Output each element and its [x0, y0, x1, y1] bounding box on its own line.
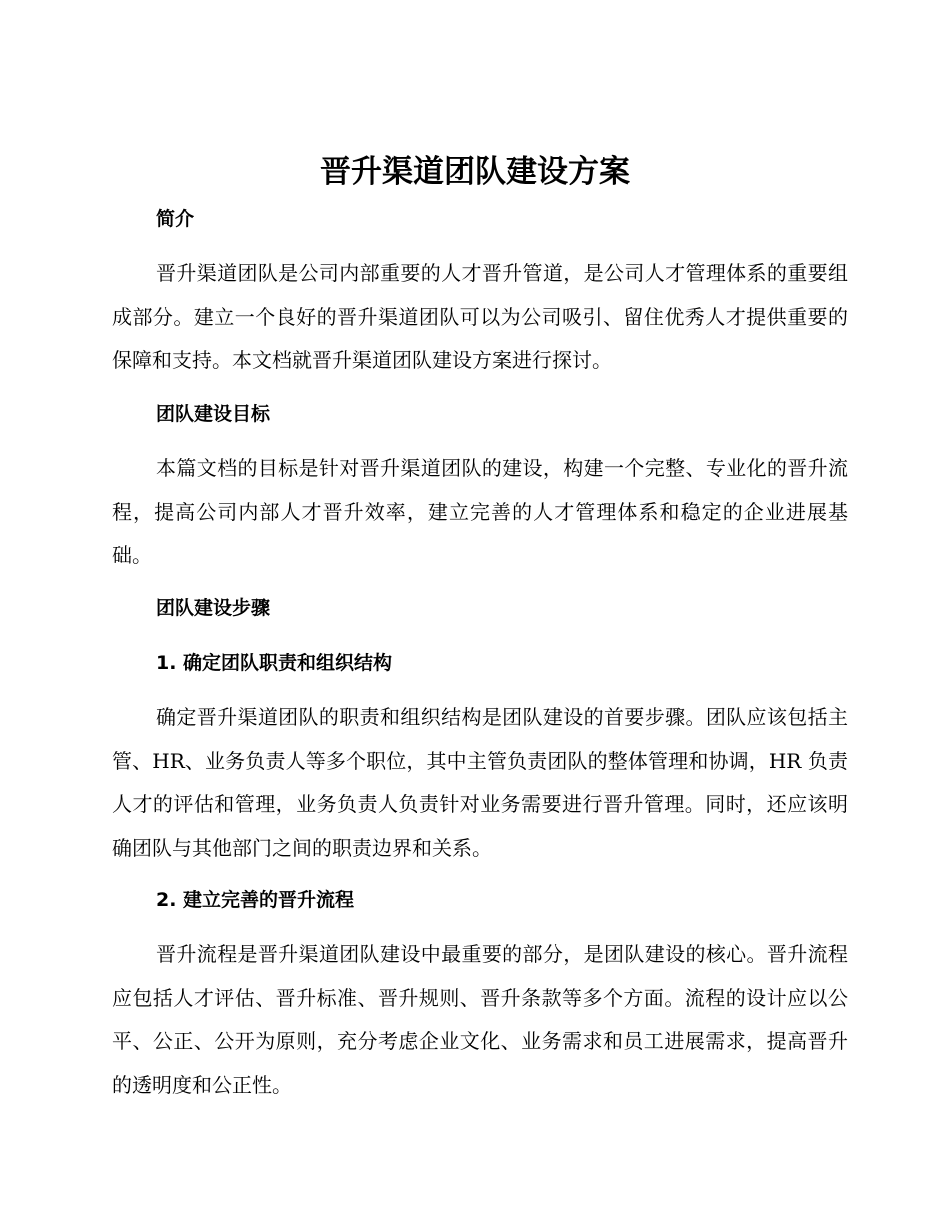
subsection-paragraph-step-1: 确定晋升渠道团队的职责和组织结构是团队建设的首要步骤。团队应该包括主管、HR、业务负责人等多个职位，其中主管负责团队的整体管理和协调，HR 负责人才的评估和管理，业务负责人负责针对业务需要进行晋升管理。同时，还应该明确团队与其他部门之间的职责边界和关系。 [112, 705, 848, 860]
section-heading-steps: 团队建设步骤 [156, 597, 271, 619]
document-title: 晋升渠道团队建设方案 [320, 154, 630, 190]
section-paragraph-intro: 晋升渠道团队是公司内部重要的人才晋升管道，是公司人才管理体系的重要组成部分。建立一个良好的晋升渠道团队可以为公司吸引、留住优秀人才提供重要的保障和支持。本文档就晋升渠道团队建设方案进行探讨。 [112, 261, 848, 372]
section-paragraph-goals: 本篇文档的目标是针对晋升渠道团队的建设，构建一个完整、专业化的晋升流程，提高公司内部人才晋升效率，建立完善的人才管理体系和稳定的企业进展基础。 [112, 456, 848, 567]
section-heading-goals: 团队建设目标 [156, 403, 271, 425]
subsection-heading-step-2: 2. 建立完善的晋升流程 [156, 889, 355, 911]
subsection-paragraph-step-2: 晋升流程是晋升渠道团队建设中最重要的部分，是团队建设的核心。晋升流程应包括人才评估、晋升标准、晋升规则、晋升条款等多个方面。流程的设计应以公平、公正、公开为原则，充分考虑企业文化、业务需求和员工进展需求，提高晋升的透明度和公正性。 [112, 942, 848, 1097]
subsection-heading-step-1: 1. 确定团队职责和组织结构 [156, 652, 393, 674]
section-heading-intro: 简介 [156, 208, 195, 230]
